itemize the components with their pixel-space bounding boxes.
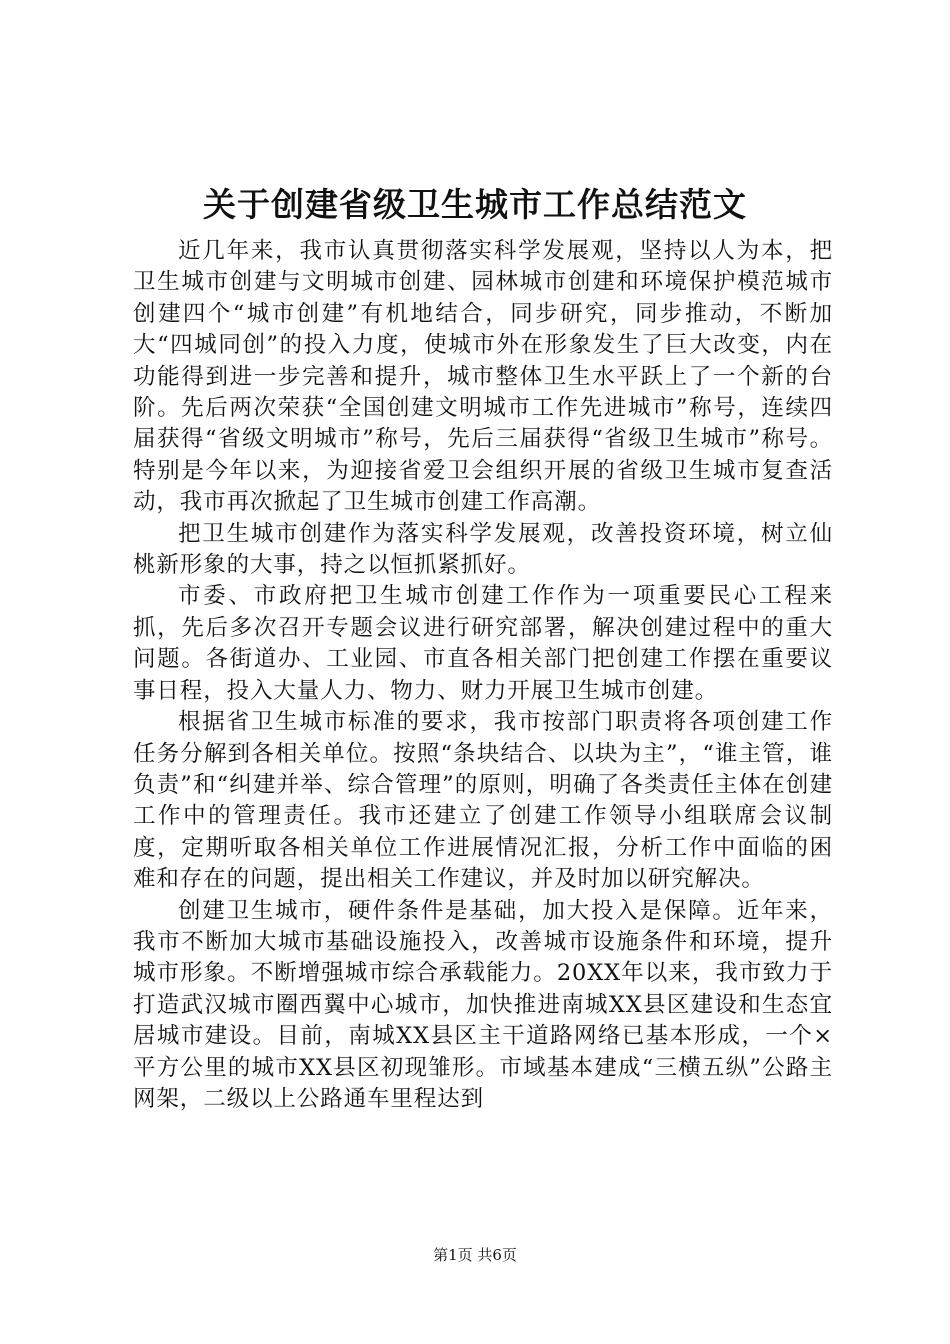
page-footer: 第1页 共6页 (433, 1246, 517, 1264)
paragraph: 根据省卫生城市标准的要求，我市按部门职责将各项创建工作任务分解到各相关单位。按照“条块结合、以块为主”，“谁主管，谁负责”和“纠建并举、综合管理”的原则，明确了各类责任主体在创建工作中的管理责任。我市还建立了创建工作领导小组联席会议制度，定期听取各相关单位工作进展情况汇报，分析工作中面临的困难和存在的问题，提出相关工作建议，并及时加以研究解决。 (133, 709, 833, 893)
document-body (133, 236, 833, 1115)
paragraph: 市委、市政府把卫生城市创建工作作为一项重要民心工程来抓，先后多次召开专题会议进行研究部署，解决创建过程中的重大问题。各街道办、工业园、市直各相关部门把创建工作摆在重要议事日程，投入大量人力、物力、财力开展卫生城市创建。 (133, 583, 833, 704)
paragraph: 把卫生城市创建作为落实科学发展观，改善投资环境，树立仙桃新形象的大事，持之以恒抓紧抓好。 (133, 520, 833, 579)
paragraph: 近几年来，我市认真贯彻落实科学发展观，坚持以人为本，把卫生城市创建与文明城市创建、园林城市创建和环境保护模范城市创建四个“城市创建”有机地结合，同步研究，同步推动，不断加大“四城同创”的投入力度，使城市外在形象发生了巨大改变，内在功能得到进一步完善和提升，城市整体卫生水平跃上了一个新的台阶。先后两次荣获“全国创建文明城市工作先进城市”称号，连续四届获得“省级文明城市”称号，先后三届获得“省级卫生城市”称号。特别是今年以来，为迎接省爱卫会组织开展的省级卫生城市复查活动，我市再次掀起了卫生城市创建工作高潮。 (133, 238, 833, 516)
document-title: 关于创建省级卫生城市工作总结范文 (203, 185, 747, 224)
paragraph: 创建卫生城市，硬件条件是基础，加大投入是保障。近年来，我市不断加大城市基础设施投入，改善城市设施条件和环境，提升城市形象。不断增强城市综合承载能力。20XX年以来，我市致力于打造武汉城市圈西翼中心城市，加快推进南城XX县区建设和生态宜居城市建设。目前，南城XX县区主干道路网络已基本形成，一个×平方公里的城市XX县区初现雏形。市域基本建成“三横五纵”公路主网架，二级以上公路通车里程达到 (133, 897, 833, 1112)
